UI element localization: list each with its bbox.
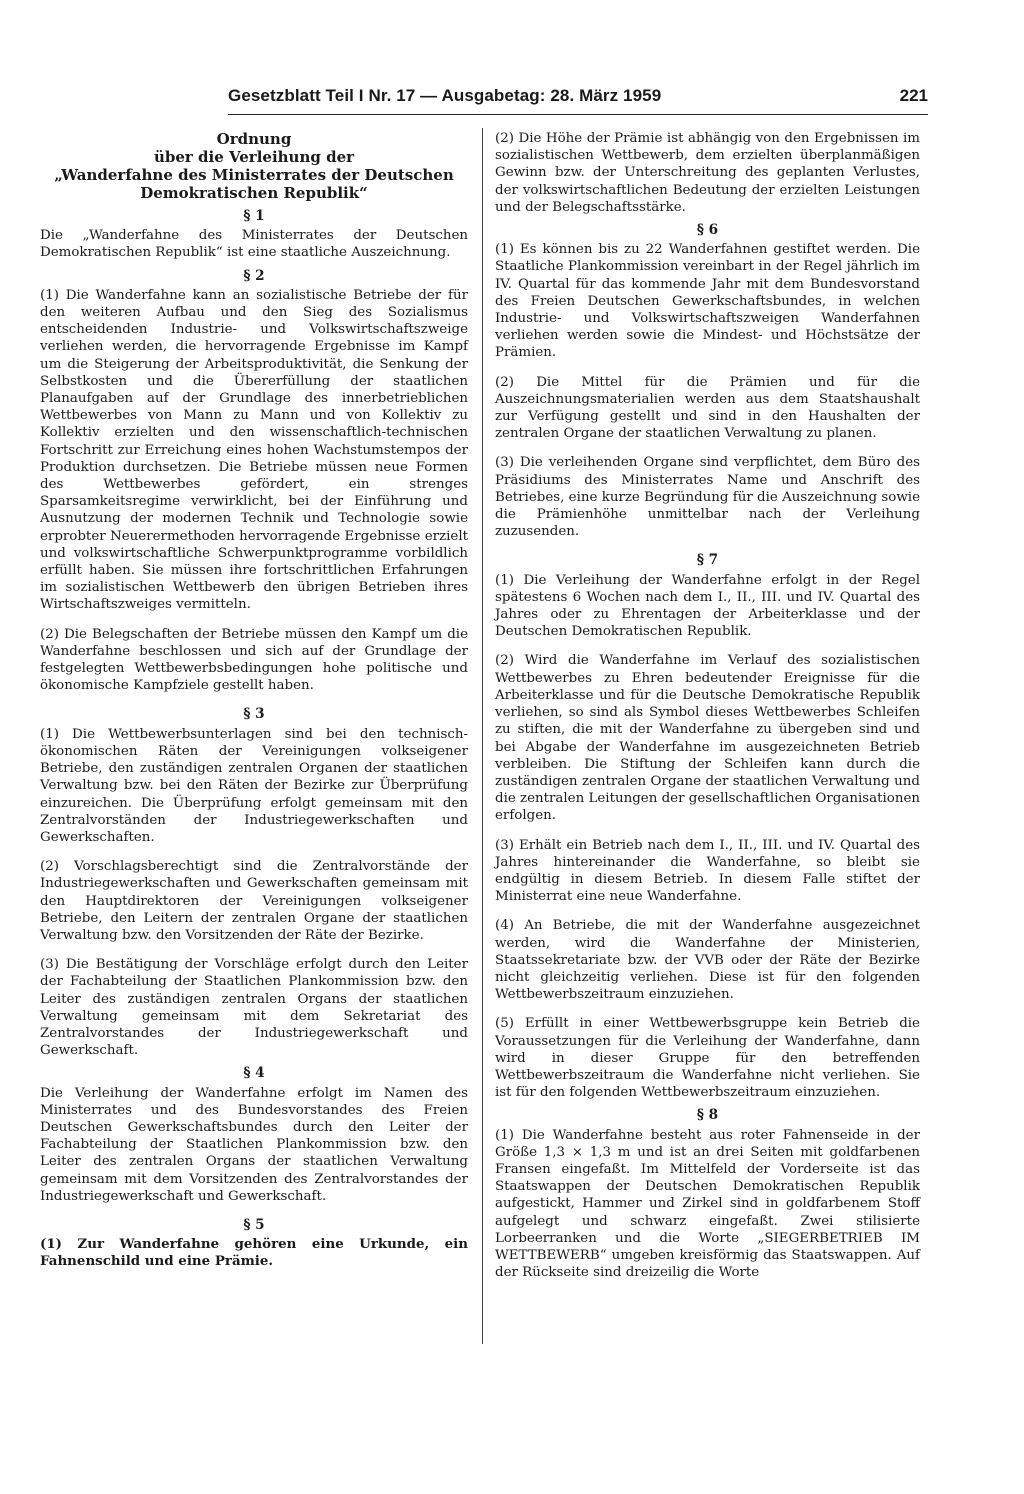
- section-heading: § 8: [696, 1107, 719, 1124]
- paragraph: (1) Die Wanderfahne kann an sozialistische Betriebe der für den weiteren Aufbau und den Sieg des Sozialismus entscheidenden Industrie- und Volkswirtschaftszweige verliehen werden, die hervorragende Ergebnisse im Kampf um die Steigerung der Arbeitsproduktivität, die Senkung der Selbstkosten und die Übererfüllung der staatlichen Planaufgaben auf der Grundlage des innerbetrieblichen Wettbewerbes von Mann zu Mann und von Kollektiv zu Kollektiv erzielten und den wissenschaftlich-technischen Fortschritt zur Erreichung eines hohen Wachstumstempos der Produktion durchsetzen. Die Betriebe müssen neue Formen des Wettbewerbes gefördert, ein strenges Sparsamkeitsregime verwirklicht, bei der Einführung und Ausnutzung der modernen Technik und Technologie sowie erprobter Neuerermethoden hervorragende Ergebnisse erzielt und volkswirtschaftliche Schwerpunktprogramme vorbildlich erfüllt haben. Sie müssen ihre fortschrittlichen Erfahrungen im sozialistischen Wettbewerb den übrigen Betrieben ihres Wirtschaftszweiges vermitteln.: [40, 287, 468, 613]
- section-heading: § 6: [696, 222, 719, 239]
- paragraph: (2) Die Mittel für die Prämien und für die Auszeichnungsmaterialien werden aus dem Staatshaushalt zur Verfügung gestellt und sind in den Haushalten der zentralen Organe der staatlichen Verwaltung zu planen.: [495, 374, 920, 442]
- header-title: Gesetzblatt Teil I Nr. 17 — Ausgabetag: 28. März 1959: [228, 86, 662, 105]
- header-rule: [228, 114, 928, 115]
- heading-line: über die Verleihung der: [153, 148, 355, 166]
- section-heading: § 1: [243, 208, 265, 224]
- paragraph: (1) Es können bis zu 22 Wanderfahnen gestiftet werden. Die Staatliche Plankommission vereinbart in der Regel jährlich im IV. Quartal für das kommende Jahr mit dem Bundesvorstand des Freien Deutschen Gewerkschaftsbundes, in welchen Industrie- und Volkswirtschaftszweigen Wanderfahnen verliehen werden sowie die Mindest- und Höchstsätze der Prämien.: [495, 242, 920, 361]
- left-column: [40, 130, 468, 1283]
- paragraph: (3) Die Bestätigung der Vorschläge erfolgt durch den Leiter der Fachabteilung der Staatlichen Plankommission bzw. den Leiter des zuständigen zentralen Organs der staatlichen Verwaltung gemeinsam mit dem Sekretariat des Zentralvorstandes der Industriegewerkschaft und Gewerkschaft.: [40, 957, 468, 1059]
- page-number: 221: [899, 86, 928, 105]
- paragraph: (1) Die Verleihung der Wanderfahne erfolgt in der Regel spätestens 6 Wochen nach dem I., II., III. und IV. Quartal des Jahres oder zu Ehrentagen der Arbeiterklasse und der Deutschen Demokratischen Republik.: [495, 572, 920, 640]
- page-header: [228, 86, 928, 114]
- section-heading: § 3: [243, 706, 265, 723]
- section-heading: § 7: [696, 552, 719, 569]
- section-heading: § 2: [243, 267, 265, 284]
- paragraph: (2) Vorschlagsberechtigt sind die Zentralvorstände der Industriegewerkschaften und Gewerkschaften gemeinsam mit den Hauptdirektoren der Vereinigungen volkseigener Betriebe, den Leitern der zentralen Organe der staatlichen Verwaltung bzw. den Vorsitzenden der Räte der Bezirke.: [40, 859, 468, 943]
- heading-line: Ordnung: [216, 130, 292, 148]
- paragraph: (1) Die Wettbewerbsunterlagen sind bei den technisch-ökonomischen Räten der Vereinigungen volkseigener Betriebe, den zuständigen zentralen Organen der staatlichen Verwaltung bzw. bei den Räten der Bezirke zur Überprüfung einzureichen. Die Überprüfung erfolgt gemeinsam mit den Zentralvorständen der Industriegewerkschaften und Gewerkschaften.: [40, 726, 468, 845]
- right-column: [495, 130, 920, 1293]
- section-heading: § 4: [243, 1065, 265, 1082]
- section-heading: § 5: [243, 1216, 265, 1233]
- paragraph: Die „Wanderfahne des Ministerrates der Deutschen Demokratischen Republik“ ist eine staatliche Auszeichnung.: [40, 228, 468, 261]
- heading-line: „Wanderfahne des Ministerrates der Deutschen: [54, 166, 454, 184]
- paragraph: (2) Wird die Wanderfahne im Verlauf des sozialistischen Wettbewerbes zu Ehren bedeutender Ereignisse für die Arbeiterklasse und für die Deutsche Demokratische Republik verliehen, so sind als Symbol dieses Wettbewerbes Schleifen zu stiften, die mit der Wanderfahne zu übergeben sind und bei Abgabe der Wanderfahne im ausgezeichneten Betrieb verbleiben. Die Stiftung der Schleifen kann durch die zuständigen zentralen Organe der staatlichen Verwaltung und die zentralen Leitungen der gesellschaftlichen Organisationen erfolgen.: [495, 653, 921, 824]
- paragraph: (3) Erhält ein Betrieb nach dem I., II., III. und IV. Quartal des Jahres hintereinander die Wanderfahne, so bleibt sie endgültig in diesem Betrieb. In diesem Falle stiftet der Ministerrat eine neue Wanderfahne.: [495, 837, 920, 905]
- paragraph: (3) Die verleihenden Organe sind verpflichtet, dem Büro des Präsidiums des Ministerrates Name und Anschrift des Betriebes, eine kurze Begründung für die Auszeichnung sowie die Prämienhöhe unmittelbar nach der Verleihung zuzusenden.: [495, 455, 920, 540]
- paragraph: (2) Die Höhe der Prämie ist abhängig von den Ergebnissen im sozialistischen Wettbewerb, dem erzielten überplanmäßigen Gewinn bzw. der Unterschreitung des geplanten Verlustes, der volkswirtschaftlichen Bedeutung der erzielten Leistungen und der Belegschaftsstärke.: [495, 131, 920, 215]
- paragraph: (1) Die Wanderfahne besteht aus roter Fahnenseide in der Größe 1,3 × 1,3 m und ist an drei Seiten mit goldfarbenen Fransen eingefaßt. Im Mittelfeld der Vorderseite ist das Staatswappen der Deutschen Demokratischen Republik aufgestickt, Hammer und Zirkel sind in goldfarbenem Stoff aufgelegt und schwarz eingefaßt. Zwei stilisierte Lorbeerranken und die Worte „SIEGERBETRIEB IM WETTBEWERB“ umgeben kreisförmig das Staatswappen. Auf der Rückseite sind dreizeilig die Worte: [495, 1127, 920, 1281]
- paragraph: (2) Die Belegschaften der Betriebe müssen den Kampf um die Wanderfahne beschlossen und sich auf der Grundlage der festgelegten Wettbewerbsbedingungen hohe politische und ökonomische Kampfziele gestellt haben.: [40, 626, 468, 694]
- paragraph: (5) Erfüllt in einer Wettbewerbsgruppe kein Betrieb die Voraussetzungen für die Verleihung der Wanderfahne, dann wird in dieser Gruppe für den betreffenden Wettbewerbszeitraum die Wanderfahne nicht verliehen. Sie ist für den folgenden Wettbewerbszeitraum einzuziehen.: [495, 1016, 920, 1101]
- paragraph: (4) An Betriebe, die mit der Wanderfahne ausgezeichnet werden, wird die Wanderfahne der Ministerien, Staatssekretariate bzw. der VVB oder der Räte der Bezirke nicht gleichzeitig verliehen. Diese ist für den folgenden Wettbewerbszeitraum einzuziehen.: [495, 918, 920, 1003]
- document-heading: [40, 130, 468, 202]
- paragraph: (1) Zur Wanderfahne gehören eine Urkunde, ein Fahnenschild und eine Prämie.: [40, 1236, 468, 1270]
- column-divider: [482, 128, 483, 1344]
- paragraph: Die Verleihung der Wanderfahne erfolgt im Namen des Ministerrates und des Bundesvorstandes des Freien Deutschen Gewerkschaftsbundes durch den Leiter der Fachabteilung der Staatlichen Plankommission bzw. den Leiter des zentralen Organs der staatlichen Verwaltung gemeinsam mit dem Vorsitzenden des Zentralvorstandes der Industriegewerkschaft und Gewerkschaft.: [40, 1085, 468, 1204]
- heading-line: Demokratischen Republik“: [140, 184, 368, 202]
